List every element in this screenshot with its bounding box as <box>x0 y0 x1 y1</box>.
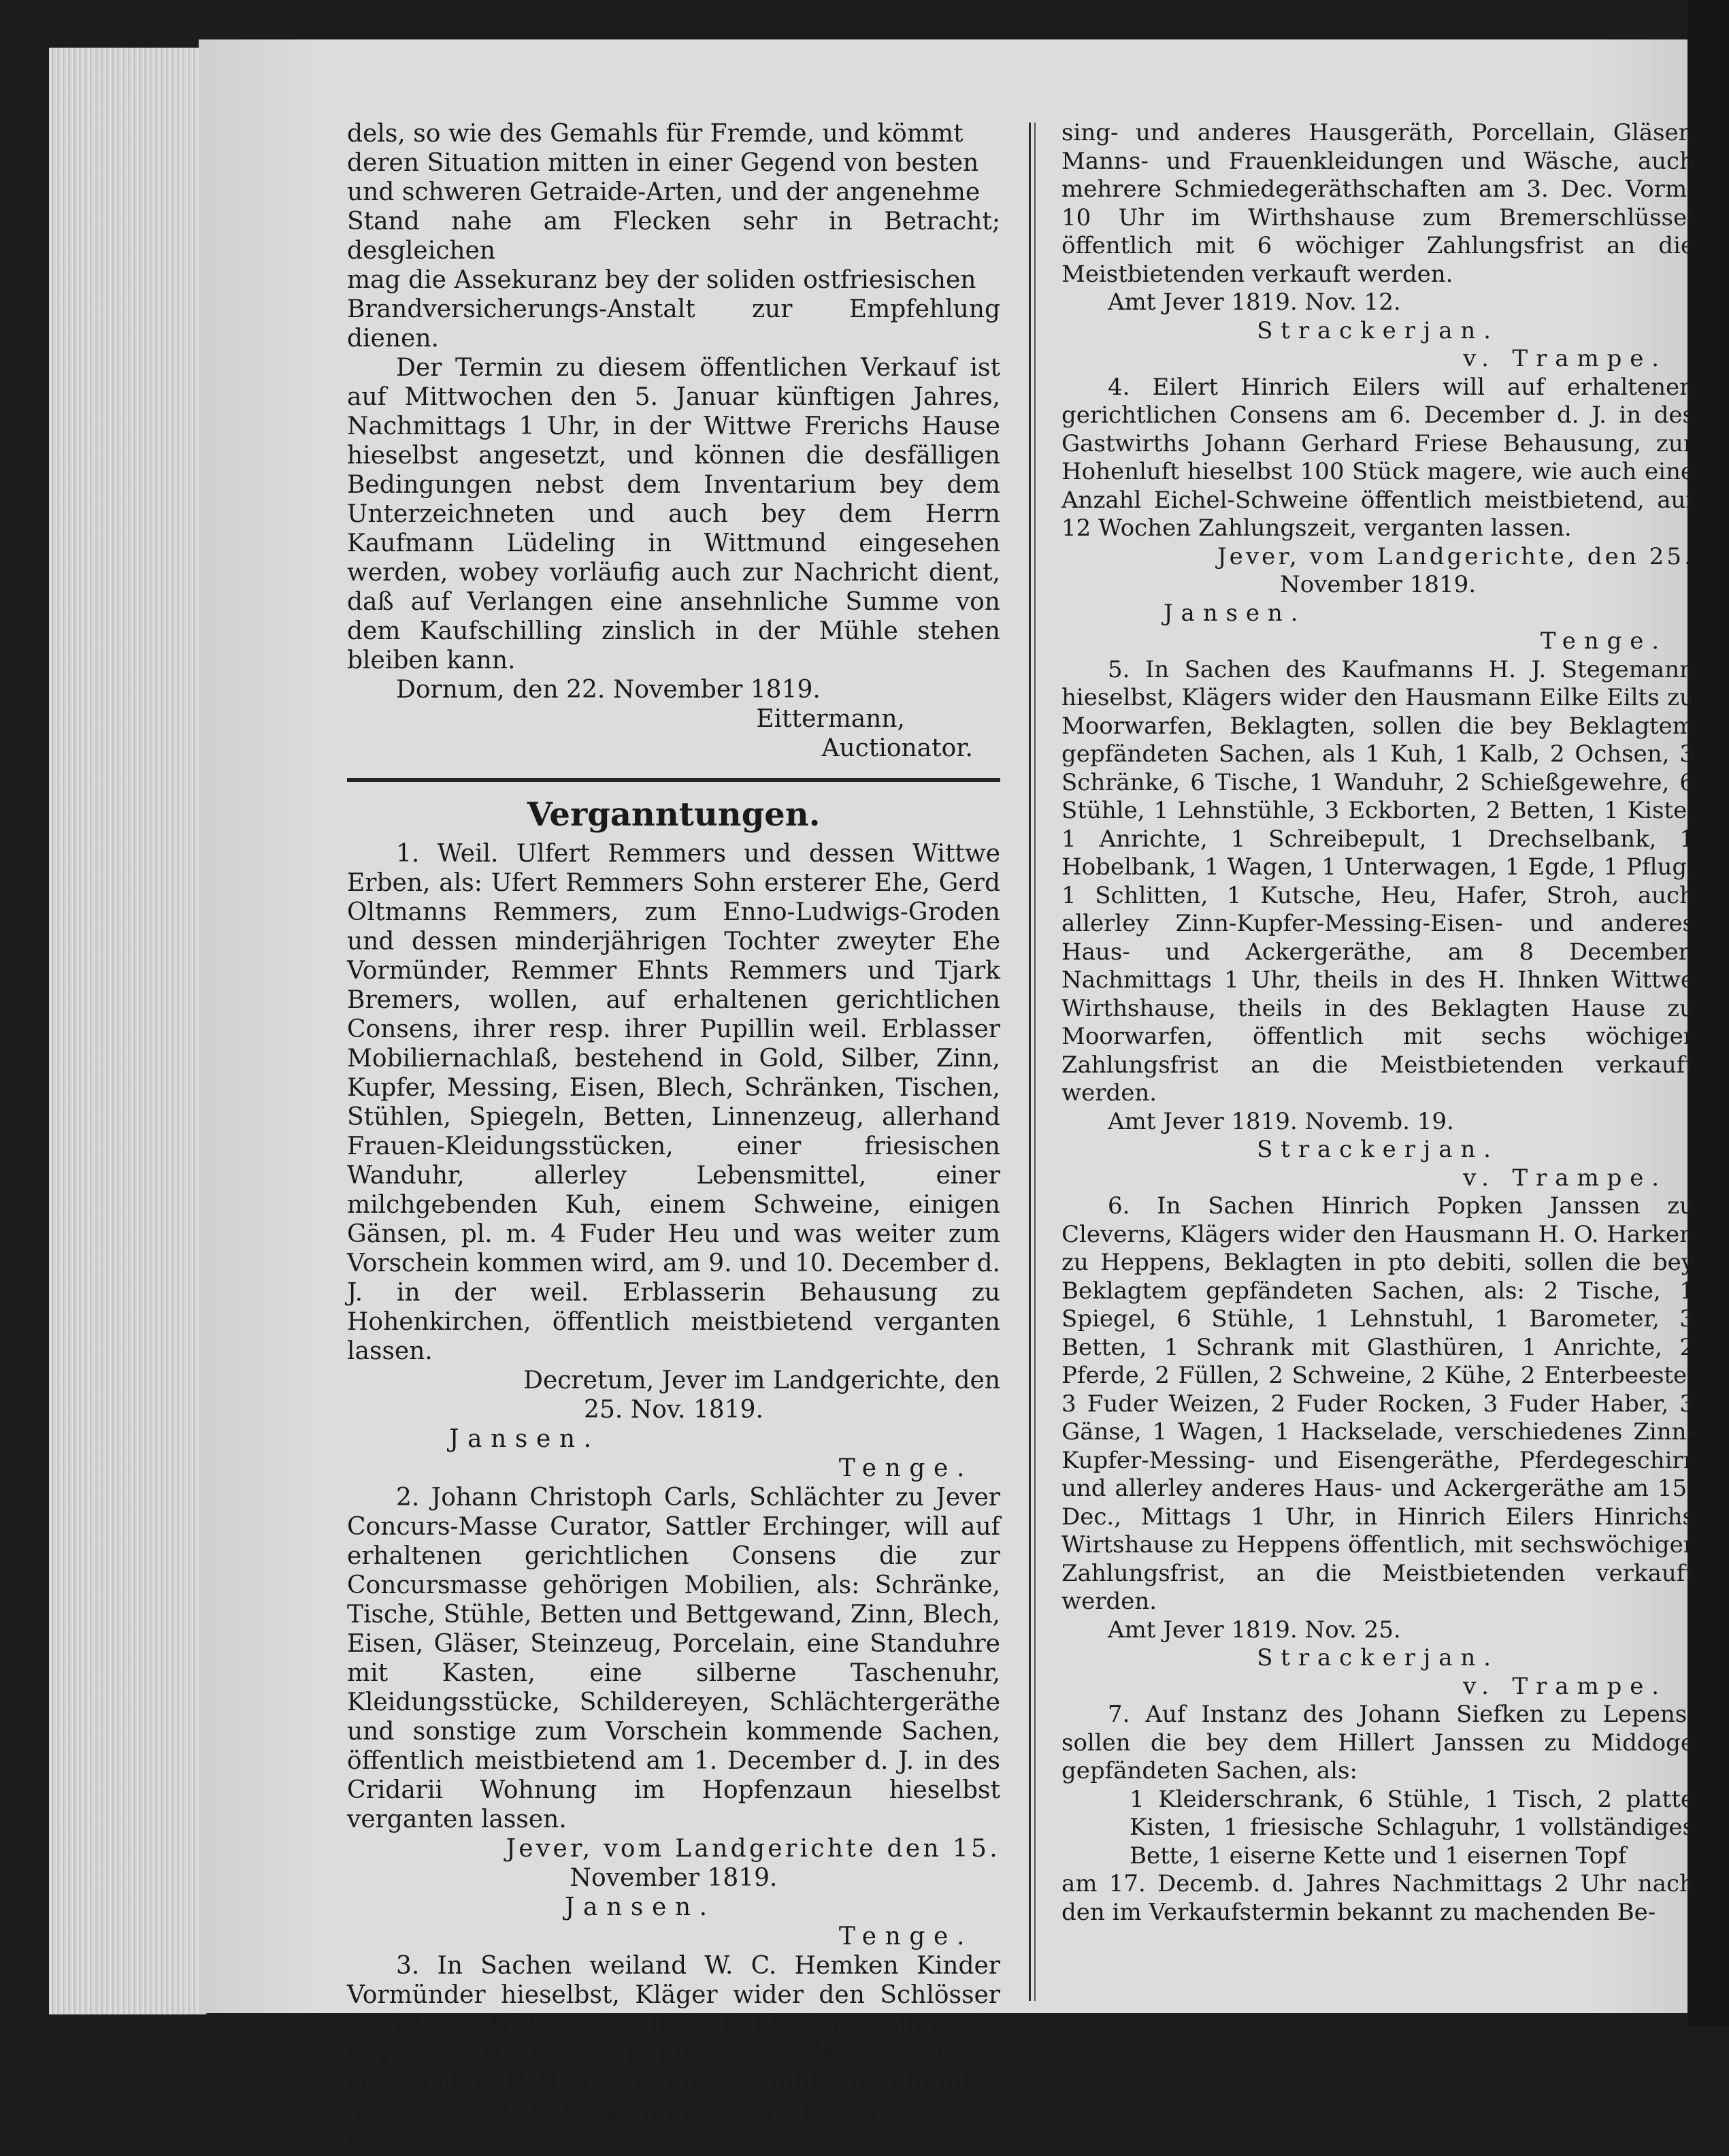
left-column <box>347 119 1000 2156</box>
intro-line: dels, so wie des Gemahls für Fremde, und kömmt <box>347 120 964 148</box>
entry-6-text: 6. In Sachen Hinrich Popken Janssen zu Cleverns, Klägers wider den Hausmann H. O. Harken zu Heppens, Beklagten in pto debiti, sollen die bey Beklagtem gepfändeten Sachen, als: 2 Tische, 1 Spiegel, 6 Stühle, 1 Lehnstuhl, 1 Barometer, 3 Betten, 1 Schrank mit Glasthüren, 1 Anrichte, 2 Pferde, 2 Füllen, 2 Schweine, 2 Kühe, 2 Enterbeeste, 3 Fuder Weizen, 2 Fuder Rocken, 3 Fuder Haber, 3 Gänse, 1 Wagen, 1 Hackselade, verschiedenes Zinn-Kupfer-Messing- und Eisengeräthe, Pferdegeschirr und allerley anderes Haus- und Ackergeräthe am 15. Dec., Mittags 1 Uhr, in Hinrich Eilers Hinrichs Wirtshause zu Heppens öffentlich, mit sechswöchiger Zahlungsfrist, an die Meistbietenden verkauft werden. <box>1061 1192 1694 1615</box>
intro-line: und schweren Getraide-Arten, und der angenehme <box>347 178 981 206</box>
termin-signer-role: Auctionator. <box>821 734 973 762</box>
entry-4-date: November 1819. <box>1279 571 1477 598</box>
entry-7-text: 7. Auf Instanz des Johann Siefken zu Lepens, sollen die bey dem Hillert Janssen zu Middoge gepfändeten Sachen, als: <box>1061 1701 1694 1784</box>
entry-6-signer-1: Strackerjan. <box>1257 1644 1499 1671</box>
entry-3-text: 3. In Sachen weiland W. C. Hemken Kinder Vormünder hieselbst, Kläger wider den Schlösser Christoph Müller hieselbst, Beklagten, sollen die bey dem Beklagten gepfändeten Sachen, als: 5 vollständige Betten, 5 Tische, 8 Stühle, 6 Schränke, 3 Kisten, 2 Schreibepulte, verschiedenes Zinn-Kupfer-Mes- <box>347 1952 1000 2155</box>
intro-line: mag die Assekuranz bey der soliden ostfriesischen <box>347 266 976 294</box>
entry-4-signer-2: Tenge. <box>1540 627 1667 655</box>
entry-5-signer-1: Strackerjan. <box>1257 1136 1499 1163</box>
section-separator <box>347 778 1000 782</box>
entry-7-tail: am 17. Decemb. d. Jahres Nachmittags 2 Uhr nach den im Verkaufstermin bekannt zu machenden Be- <box>1061 1870 1694 1926</box>
entry-1-date: 25. Nov. 1819. <box>584 1396 763 1424</box>
column-divider <box>1029 122 1031 2001</box>
right-column <box>1061 119 1694 1927</box>
intro-line: Stand nahe am Flecken sehr in Betracht; desgleichen <box>347 208 1000 265</box>
intro-line: deren Situation mitten in einer Gegend von besten <box>347 149 979 177</box>
entry-7-items: 1 Kleiderschrank, 6 Stühle, 1 Tisch, 2 platte Kisten, 1 friesische Schlaguhr, 1 vollständiges Bette, 1 eiserne Kette und 1 eisernen Topf <box>1130 1785 1694 1869</box>
continuation-signer-2: v. Trampe. <box>1463 345 1667 372</box>
entry-2-court: Jever, vom Landgerichte den 15. <box>506 1835 1000 1863</box>
termin-signer: Eittermann, <box>756 705 905 733</box>
entry-5-signer-2: v. Trampe. <box>1463 1164 1667 1192</box>
entry-2-signer-1: Jansen. <box>565 1893 716 1921</box>
entry-2-signer-2: Tenge. <box>838 1923 973 1950</box>
entry-4-court: Jever, vom Landgerichte, den 25. <box>1217 542 1694 570</box>
entry-4-text: 4. Eilert Hinrich Eilers will auf erhaltenen gerichtlichen Consens am 6. December d. J. in des Gastwirths Johann Gerhard Friese Behausung, zur Hohenluft hieselbst 100 Stück magere, wie auch eine Anzahl Eichel-Schweine öffentlich meistbietend, auf 12 Wochen Zahlungszeit, verganten lassen. <box>1061 373 1694 542</box>
column-divider-inner <box>1034 122 1036 2001</box>
entry-4-signer-1: Jansen. <box>1164 599 1306 627</box>
entry-2-text: 2. Johann Christoph Carls, Schlächter zu Jever Concurs-Masse Curator, Sattler Erchinger, will auf erhaltenen gerichtlichen Consens die zur Concursmasse gehörigen Mobilien, als: Schränke, Tische, Stühle, Betten und Bettgewand, Zinn, Blech, Eisen, Gläser, Steinzeug, Porcelain, eine Standuhre mit Kasten, eine silberne Taschenuhr, Kleidungsstücke, Schildereyen, Schlächtergeräthe und sonstige zum Vorschein kommende Sachen, öffentlich meistbietend am 1. December d. J. in des Cridarii Wohnung im Hopfenzaun hieselbst verganten lassen. <box>347 1484 1000 1833</box>
entry-1-signer-2: Tenge. <box>838 1454 973 1482</box>
termin-date: Dornum, den 22. November 1819. <box>396 676 821 704</box>
entry-5-date: Amt Jever 1819. Novemb. 19. <box>1108 1107 1454 1135</box>
continuation-date: Amt Jever 1819. Nov. 12. <box>1108 289 1401 316</box>
termin-paragraph: Der Termin zu diesem öffentlichen Verkauf ist auf Mittwochen den 5. Januar künftigen Jahres, Nachmittags 1 Uhr, in der Wittwe Frerichs Hause hieselbst angesetzt, und können die desfälligen Bedingungen nebst dem Inventarium bey dem Unterzeichneten und auch bey dem Herrn Kaufmann Lüdeling in Wittmund eingesehen werden, wobey vorläufig auch zur Nachricht dient, daß auf Verlangen eine ansehnliche Summe von dem Kaufschilling zinslich in der Mühle stehen bleiben kann. <box>347 354 1000 674</box>
entry-6-date: Amt Jever 1819. Nov. 25. <box>1108 1616 1401 1644</box>
entry-5-text: 5. In Sachen des Kaufmanns H. J. Stegemann hieselbst, Klägers wider den Hausmann Eilke Eilts zu Moorwarfen, Beklagten, sollen die bey Beklagtem gepfändeten Sachen, als 1 Kuh, 1 Kalb, 2 Ochsen, 3 Schränke, 6 Tische, 1 Wanduhr, 2 Schießgewehre, 6 Stühle, 1 Lehnstühle, 3 Eckborten, 2 Betten, 1 Kiste, 1 Anrichte, 1 Schreibepult, 1 Drechselbank, 1 Hobelbank, 1 Wagen, 1 Unterwagen, 1 Egde, 1 Pflug, 1 Schlitten, 1 Kutsche, Heu, Hafer, Stroh, auch allerley Zinn-Kupfer-Messing-Eisen- und anderes Haus- und Ackergeräthe, am 8 December, Nachmittags 1 Uhr, theils in des H. Ihnken Wittwe Wirthshause, theils in des Beklagten Hause zu Moorwarfen, öffentlich mit sechs wöchiger Zahlungsfrist an die Meistbietenden verkauft werden. <box>1061 655 1694 1107</box>
entry-6-signer-2: v. Trampe. <box>1463 1672 1667 1700</box>
entry-1-signer-1: Jansen. <box>449 1425 600 1453</box>
intro-line: Brandversicherungs-Anstalt zur Empfehlung dienen. <box>347 295 1000 353</box>
entry-2-date: November 1819. <box>570 1864 778 1892</box>
book-page-edge <box>49 48 207 2014</box>
section-heading: Verganntungen. <box>527 796 821 834</box>
continuation-signer-1: Strackerjan. <box>1257 316 1499 344</box>
entry-1-decree: Decretum, Jever im Landgerichte, den <box>523 1367 1000 1394</box>
entry-1-text: 1. Weil. Ulfert Remmers und dessen Wittwe Erben, als: Ufert Remmers Sohn ersterer Ehe, Gerd Oltmanns Remmers, zum Enno-Ludwigs-Groden und dessen minderjährigen Tochter zweyter Ehe Vormünder, Remmer Ehnts Remmers und Tjark Bremers, wollen, auf erhaltenen gerichtlichen Consens, ihrer resp. ihrer Pupillin weil. Erblasser Mobiliernachlaß, bestehend in Gold, Silber, Zinn, Kupfer, Messing, Eisen, Blech, Schränken, Tischen, Stühlen, Spiegeln, Betten, Linnenzeug, allerhand Frauen-Kleidungsstücken, einer friesischen Wanduhr, allerley Lebensmittel, einer milchgebenden Kuh, einem Schweine, einigen Gänsen, pl. m. 4 Fuder Heu und was weiter zum Vorschein kommen wird, am 9. und 10. December d. J. in der weil. Erblasserin Behausung zu Hohenkirchen, öffentlich meistbietend verganten lassen. <box>347 840 1000 1365</box>
continuation-text: sing- und anderes Hausgeräth, Porcellain, Gläser, Manns- und Frauenkleidungen und Wäsche, auch mehrere Schmiedegeräthschaften am 3. Dec. Vorm. 10 Uhr im Wirthshause zum Bremerschlüssel öffentlich mit 6 wöchiger Zahlungsfrist an die Meistbietenden verkauft werden. <box>1061 119 1694 288</box>
